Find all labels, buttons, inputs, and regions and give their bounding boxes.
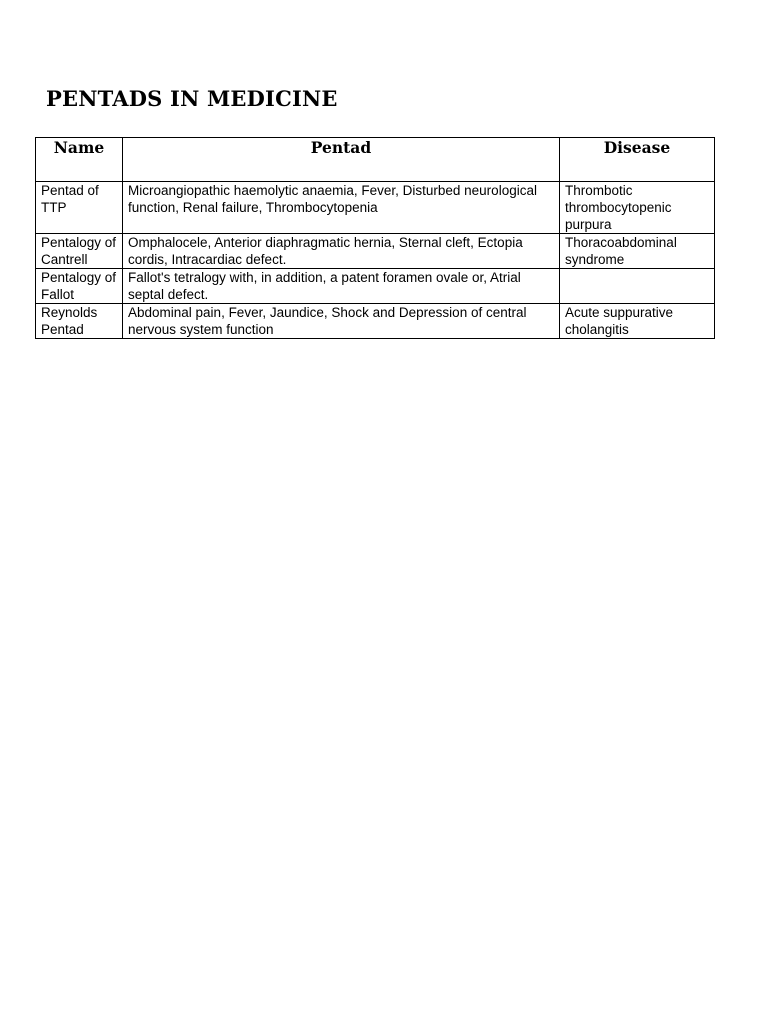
table-row	[36, 304, 715, 339]
document-title: PENTADS IN MEDICINE	[46, 86, 338, 111]
table-row	[36, 234, 715, 269]
pentads-table	[35, 137, 715, 339]
table-header-row	[36, 138, 715, 182]
cell-name: Pentad of TTP	[36, 182, 123, 234]
cell-pentad: Abdominal pain, Fever, Jaundice, Shock and Depression of central nervous system function	[123, 304, 560, 339]
cell-name: Pentalogy of Cantrell	[36, 234, 123, 269]
table-row	[36, 269, 715, 304]
cell-name: Reynolds Pentad	[36, 304, 123, 339]
cell-disease: Thoracoabdominal syndrome	[560, 234, 715, 269]
table-row	[36, 182, 715, 234]
cell-disease: Acute suppurative cholangitis	[560, 304, 715, 339]
column-header-pentad: Pentad	[123, 138, 560, 182]
cell-disease	[560, 269, 715, 304]
cell-pentad: Microangiopathic haemolytic anaemia, Fever, Disturbed neurological function, Renal failure, Thrombocytopenia	[123, 182, 560, 234]
column-header-disease: Disease	[560, 138, 715, 182]
column-header-name: Name	[36, 138, 123, 182]
cell-disease: Thrombotic thrombocytopenic purpura	[560, 182, 715, 234]
cell-pentad: Omphalocele, Anterior diaphragmatic hernia, Sternal cleft, Ectopia cordis, Intracardiac defect.	[123, 234, 560, 269]
cell-name: Pentalogy of Fallot	[36, 269, 123, 304]
cell-pentad: Fallot's tetralogy with, in addition, a patent foramen ovale or, Atrial septal defect.	[123, 269, 560, 304]
